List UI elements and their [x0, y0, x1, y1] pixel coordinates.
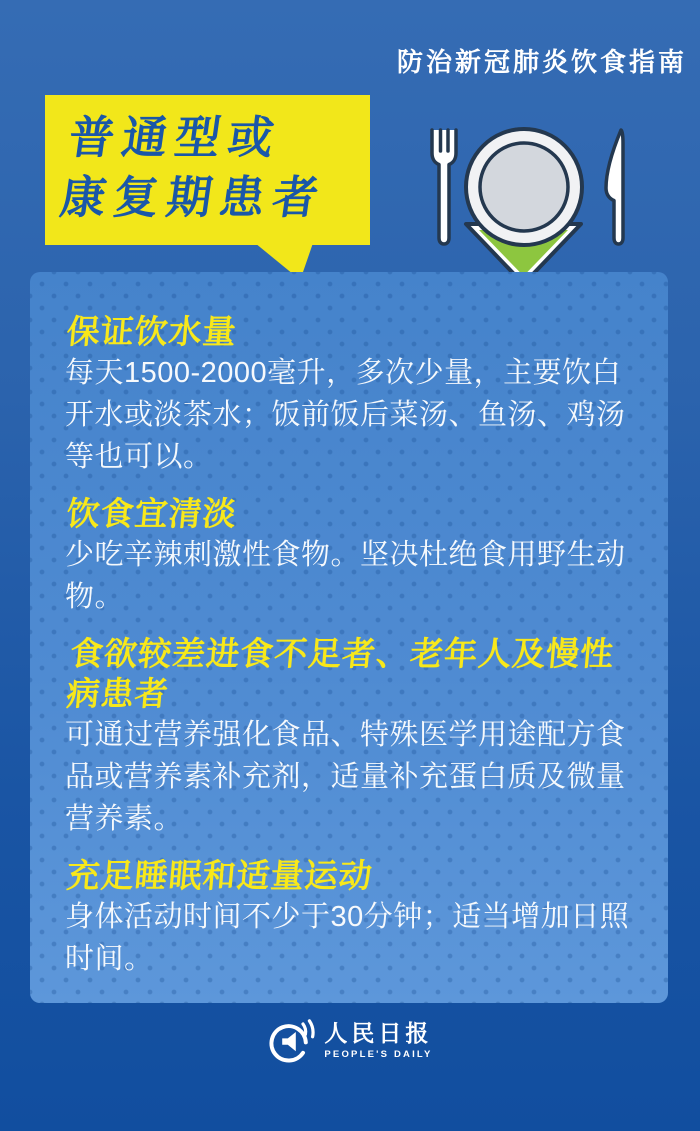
- logo-en: PEOPLE'S DAILY: [324, 1049, 433, 1060]
- section-heading: 充足睡眠和适量运动: [65, 857, 375, 894]
- fork-icon: [432, 130, 456, 244]
- section-heading: 食欲较差进食不足者、老年人及慢性病患者: [65, 635, 616, 712]
- peoples-daily-logo: [0, 1016, 700, 1064]
- headline-banner-text: [57, 108, 339, 228]
- section-water-intake: [65, 312, 638, 478]
- page-title: 防治新冠肺炎饮食指南: [396, 47, 687, 77]
- plate-icon: [466, 129, 582, 245]
- section-body: 少吃辛辣刺激性食物。坚决杜绝食用野生动物。: [65, 539, 626, 613]
- banner-line-2: 康复期患者: [57, 172, 330, 223]
- section-light-diet: [65, 494, 638, 618]
- fork-plate-knife-icon: [418, 110, 638, 290]
- section-sleep-exercise: [65, 856, 638, 980]
- logo-cn: 人民日报: [324, 1020, 433, 1046]
- section-heading: 饮食宜清淡: [65, 495, 239, 532]
- at-megaphone-icon: [267, 1016, 315, 1064]
- section-heading: 保证饮水量: [65, 313, 239, 350]
- content-panel: [30, 272, 668, 1003]
- section-poor-appetite: [65, 634, 638, 840]
- banner-line-1: 普通型或: [65, 112, 285, 163]
- section-body: 每天1500-2000毫升，多次少量，主要饮白开水或淡茶水；饭前饭后菜汤、鱼汤、鸡汤等也可以。: [65, 357, 626, 473]
- knife-icon: [606, 130, 623, 244]
- section-body: 可通过营养强化食品、特殊医学用途配方食品或营养素补充剂，适量补充蛋白质及微量营养素。: [65, 719, 626, 835]
- logo-text: [324, 1020, 432, 1060]
- headline-banner: [45, 95, 370, 245]
- section-body: 身体活动时间不少于30分钟；适当增加日照时间。: [65, 901, 630, 975]
